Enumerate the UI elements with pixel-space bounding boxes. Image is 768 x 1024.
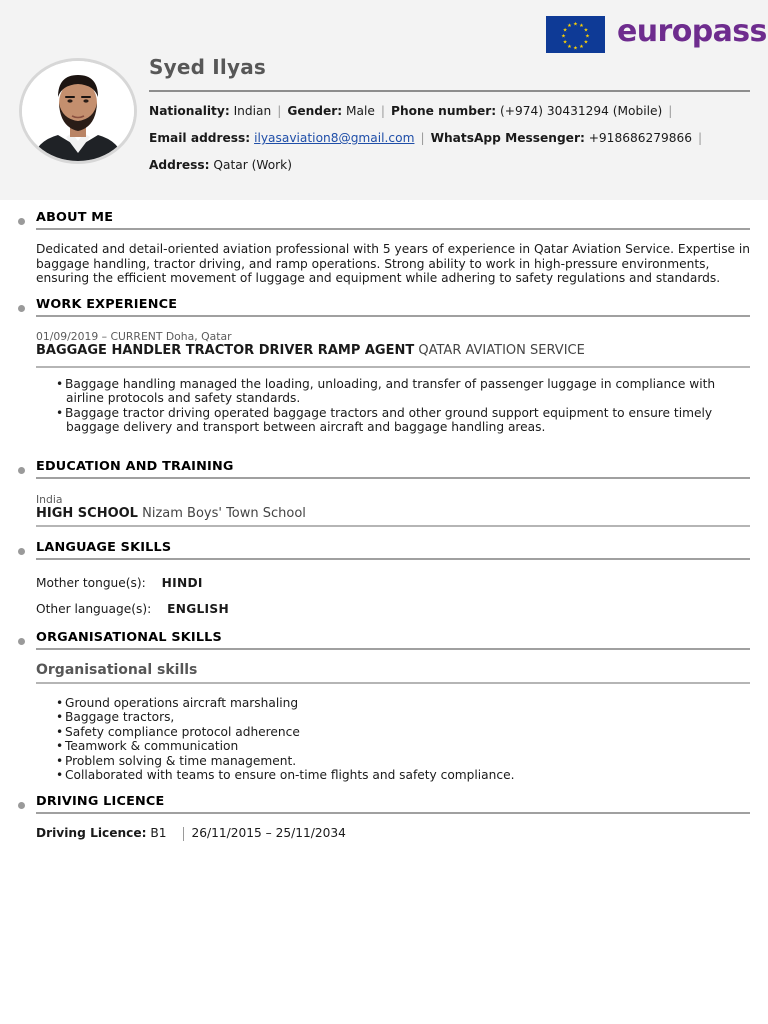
candidate-name: Syed Ilyas [149,55,267,79]
eu-flag-icon [546,16,605,53]
organisational-bullets [56,696,750,782]
work-employer: QATAR AVIATION SERVICE [418,343,585,358]
driving-title: DRIVING LICENCE [36,794,165,809]
separator: | [380,104,386,118]
personal-info-line-1 [149,104,678,118]
mother-tongue-row [36,576,203,590]
svg-text:★: ★ [562,39,568,46]
phone-value: (+974) 30431294 (Mobile) [499,104,663,118]
svg-text:★: ★ [573,45,578,52]
nationality-label: Nationality: [149,104,230,118]
mother-tongue-value: HINDI [161,576,203,590]
name-divider [149,90,750,92]
list-item: • Ground operations aircraft marshaling [47,696,750,710]
other-language-label: Other language(s): [36,602,152,616]
svg-text:★: ★ [583,27,589,34]
section-bullet-icon [18,638,25,645]
work-role: BAGGAGE HANDLER TRACTOR DRIVER RAMP AGENT [36,343,415,358]
work-title: WORK EXPERIENCE [36,297,178,312]
driving-divider [36,812,750,814]
other-language-value: ENGLISH [167,602,229,616]
work-role-line [36,343,585,358]
list-item: • Baggage tractor driving operated baggage tractors and other ground support equipment to ensure timely baggage delivery and transport between aircraft and baggage handling areas. [47,406,750,435]
personal-info-line-2 [149,131,708,145]
list-item: • Safety compliance protocol adherence [47,725,750,739]
svg-text:★: ★ [583,39,589,46]
education-bottom-divider [36,525,750,527]
organisational-divider [36,648,750,650]
list-item: • Problem solving & time management. [47,754,750,768]
work-bullets [56,377,750,435]
svg-text:★: ★ [561,33,566,40]
driving-licence-category: B1 [150,826,167,840]
organisational-subtitle: Organisational skills [36,662,198,678]
organisational-sub-divider [36,682,750,684]
svg-text:★: ★ [579,43,584,50]
separator: | [668,104,673,118]
driving-licence-label: Driving Licence: [36,826,147,840]
personal-info-line-3 [149,158,292,172]
list-item: • Collaborated with teams to ensure on-time flights and safety compliance. [47,768,750,782]
education-location: India [36,493,63,506]
whatsapp-label: WhatsApp Messenger: [430,131,585,145]
phone-label: Phone number: [391,104,497,118]
work-role-divider [36,366,750,368]
education-line [36,506,306,521]
list-item: • Baggage tractors, [47,710,750,724]
svg-text:★: ★ [579,23,584,30]
driving-licence-row [36,826,346,841]
svg-text:★: ★ [562,27,568,34]
list-item: • Teamwork & communication [47,739,750,753]
nationality-value: Indian [233,104,272,118]
education-title: EDUCATION AND TRAINING [36,459,234,474]
section-bullet-icon [18,467,25,474]
separator: | [277,104,282,118]
whatsapp-value: +918686279866 [588,131,692,145]
gender-value: Male [346,104,375,118]
svg-text:★: ★ [585,33,590,40]
address-value: Qatar (Work) [213,158,292,172]
address-label: Address: [149,158,210,172]
email-link[interactable]: ilyasaviation8@gmail.com [254,131,415,145]
section-bullet-icon [18,218,25,225]
about-divider [36,228,750,230]
language-divider [36,558,750,560]
about-text: Dedicated and detail-oriented aviation professional with 5 years of experience in Qatar Aviation Service. Expertise in baggage handling, tractor driving, and ramp operations. Strong ability to work in high-pressure environments, ensuring the efficient movement of luggage and equipment while adhering to safety regulations and standards. [36,242,751,285]
about-title: ABOUT ME [36,210,114,225]
gender-label: Gender: [287,104,343,118]
work-date-location: 01/09/2019 – CURRENT Doha, Qatar [36,330,232,343]
driving-licence-validity: 26/11/2015 – 25/11/2034 [191,826,346,840]
section-bullet-icon [18,802,25,809]
education-school: Nizam Boys' Town School [142,506,306,521]
list-item: • Baggage handling managed the loading, unloading, and transfer of passenger luggage in compliance with airline protocols and safety standards. [47,377,750,406]
vertical-divider [183,827,184,841]
europass-logo: europass [617,14,767,49]
organisational-title: ORGANISATIONAL SKILLS [36,630,222,645]
mother-tongue-label: Mother tongue(s): [36,576,146,590]
svg-text:★: ★ [573,21,578,28]
svg-text:★: ★ [567,43,572,50]
other-language-row [36,602,229,616]
separator: | [697,131,703,145]
work-divider [36,315,750,317]
language-title: LANGUAGE SKILLS [36,540,172,555]
section-bullet-icon [18,305,25,312]
separator: | [420,131,425,145]
profile-photo [19,58,137,164]
svg-text:★: ★ [567,23,572,30]
education-qualification: HIGH SCHOOL [36,506,138,521]
section-bullet-icon [18,548,25,555]
email-label: Email address: [149,131,251,145]
education-divider [36,477,750,479]
